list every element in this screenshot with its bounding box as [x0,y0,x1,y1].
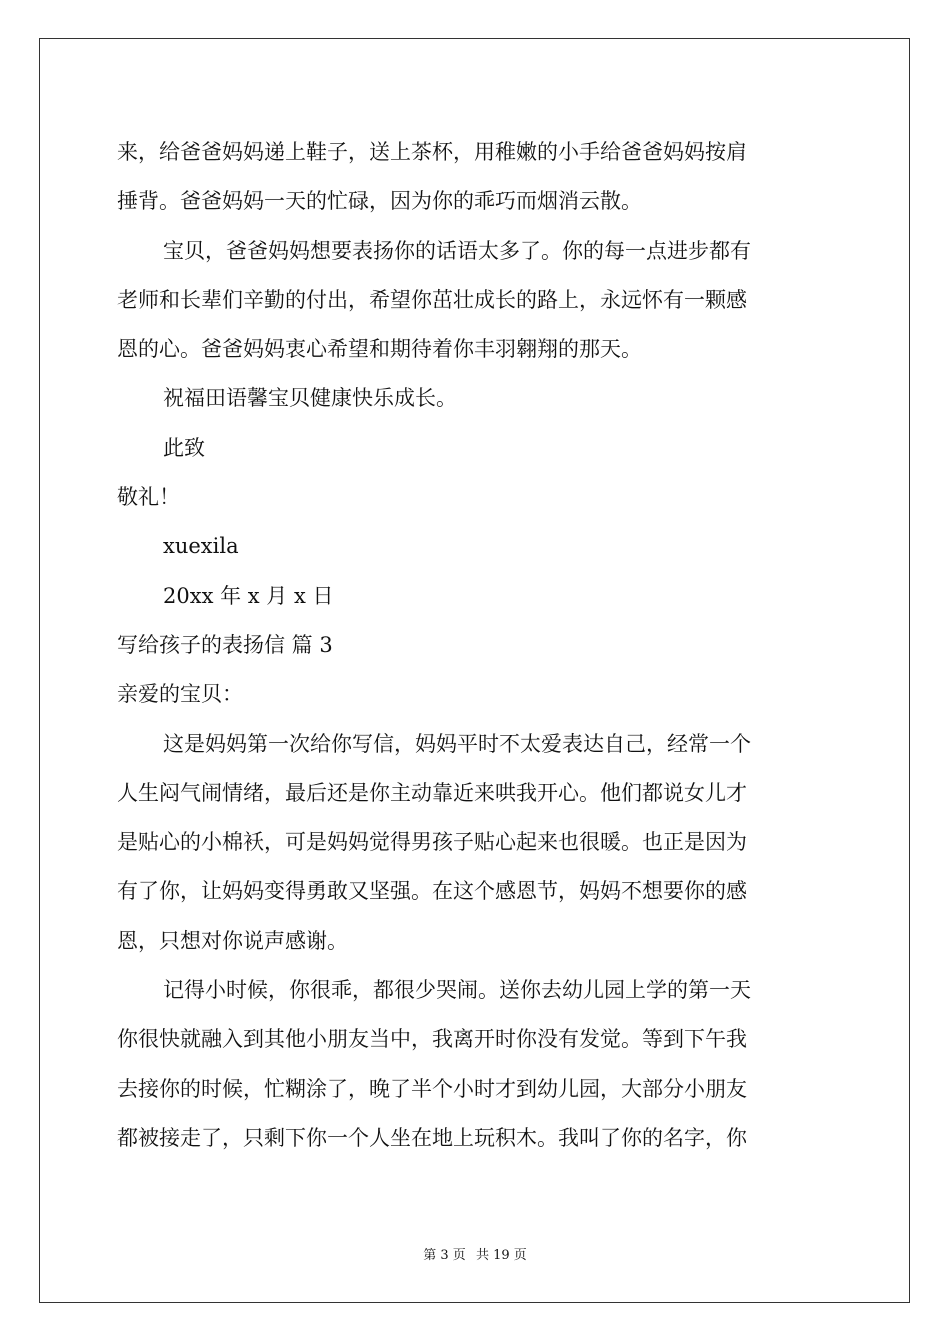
text-line: 都被接走了，只剩下你一个人坐在地上玩积木。我叫了你的名字，你 [117,1125,747,1150]
text-line: 来，给爸爸妈妈递上鞋子，送上茶杯，用稚嫩的小手给爸爸妈妈按肩 [117,140,747,164]
text-line: 是贴心的小棉袄，可是妈妈觉得男孩子贴心起来也很暖。也正是因为 [117,830,747,855]
text-line: 恩的心。爸爸妈妈衷心希望和期待着你丰羽翱翔的那天。 [117,337,642,362]
text-line: 写给孩子的表扬信 篇 3 [117,632,333,657]
text-line: 老师和长辈们辛勤的付出，希望你茁壮成长的路上，永远怀有一颗感 [117,287,747,312]
text-line: 此致 [163,435,205,460]
page-total: 共 19 页 [475,1248,527,1263]
page-number: 第 3 页 [423,1248,466,1263]
text-line: 恩，只想对你说声感谢。 [117,928,348,953]
text-line: 你很快就融入到其他小朋友当中，我离开时你没有发觉。等到下午我 [117,1027,747,1052]
text-line: 人生闷气闹情绪，最后还是你主动靠近来哄我开心。他们都说女儿才 [117,780,747,805]
text-line: xuexila [163,534,239,559]
document-body [117,128,833,1163]
text-line: 亲爱的宝贝： [117,682,243,707]
text-line: 祝福田语馨宝贝健康快乐成长。 [163,386,457,411]
text-line: 有了你，让妈妈变得勇敢又坚强。在这个感恩节，妈妈不想要你的感 [117,879,747,904]
text-line: 这是妈妈第一次给你写信，妈妈平时不太爱表达自己，经常一个 [163,731,751,756]
page-footer [0,1244,950,1263]
text-line: 敬礼！ [117,485,180,510]
text-line: 去接你的时候，忙糊涂了，晚了半个小时才到幼儿园，大部分小朋友 [117,1076,747,1101]
text-line: 宝贝，爸爸妈妈想要表扬你的话语太多了。你的每一点进步都有 [163,238,751,263]
text-line: 捶背。爸爸妈妈一天的忙碌，因为你的乖巧而烟消云散。 [117,189,642,214]
text-line: 20xx 年 x 月 x 日 [163,583,334,608]
text-line: 记得小时候，你很乖，都很少哭闹。送你去幼儿园上学的第一天 [163,978,751,1003]
